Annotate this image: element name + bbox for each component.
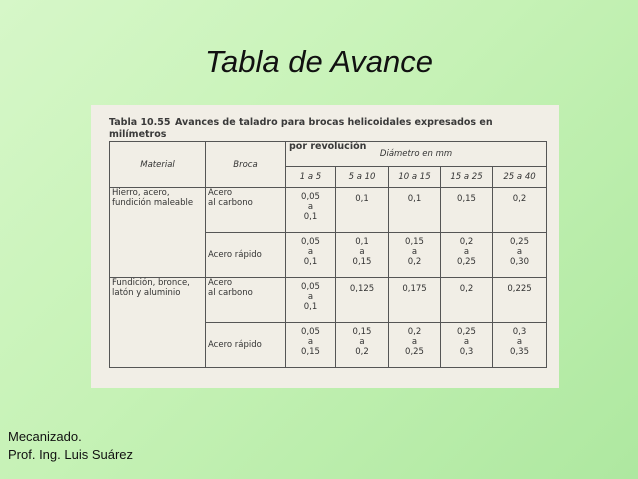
feed-value-cell	[336, 188, 389, 233]
feed-value: 0,1	[355, 237, 369, 247]
header-range: 15 a 25	[441, 167, 493, 188]
feed-value: 0,05	[301, 237, 320, 247]
feed-value: 0,25	[457, 257, 476, 267]
feed-value: a	[359, 337, 365, 347]
table-row	[110, 188, 547, 233]
scanned-table-image	[91, 105, 559, 388]
feed-value: 0,35	[510, 347, 529, 357]
feed-value: a	[411, 337, 418, 347]
feed-value-cell	[336, 323, 389, 368]
broca-line: Acero	[208, 188, 233, 198]
feed-value: 0,15	[301, 347, 320, 357]
feed-value-cell	[493, 323, 547, 368]
header-range: 1 a 5	[286, 167, 336, 188]
feed-value: a	[307, 292, 314, 302]
broca-cell	[206, 278, 286, 323]
feed-value-cell	[389, 233, 441, 278]
feed-value: 0,2	[355, 347, 369, 357]
feed-value-cell	[286, 233, 336, 278]
feed-value-cell	[441, 233, 493, 278]
feed-value: 0,1	[303, 212, 318, 222]
feed-value: 0,2	[459, 237, 474, 247]
feed-value: 0,2	[459, 284, 474, 294]
header-diametro: Diámetro en mm	[286, 142, 547, 167]
broca-cell	[206, 188, 286, 233]
feed-value: 0,125	[349, 284, 375, 294]
feed-value: a	[516, 337, 523, 347]
feed-value: 0,15	[457, 194, 476, 204]
slide-title: Tabla de Avance	[204, 44, 434, 79]
feed-value: 0,05	[301, 282, 320, 292]
feed-value: a	[307, 247, 314, 257]
broca-cell	[206, 233, 286, 278]
feed-value-cell	[286, 323, 336, 368]
material-line: fundición maleable	[112, 198, 194, 208]
table-caption-line1: Avances de taladro para brocas helicoidales expresados en milímetros	[109, 117, 493, 140]
feed-value: a	[516, 247, 523, 257]
feed-value: 0,3	[512, 327, 527, 337]
feed-value: 0,30	[510, 257, 529, 267]
feed-value: a	[463, 247, 470, 257]
table-caption-line2: por revolución	[289, 141, 367, 152]
broca-line: al carbono	[208, 198, 253, 208]
feed-value: 0,2	[407, 327, 422, 337]
feed-value: a	[411, 247, 418, 257]
material-cell	[110, 188, 206, 278]
feed-value-cell	[493, 278, 547, 323]
material-line: latón y aluminio	[112, 288, 181, 298]
feed-value-cell	[441, 278, 493, 323]
feed-value: 0,05	[301, 327, 320, 337]
feed-rate-table	[109, 141, 547, 368]
material-line: Hierro, acero,	[112, 188, 170, 198]
feed-value: 0,2	[512, 194, 527, 204]
feed-value: a	[307, 337, 314, 347]
feed-value-cell	[336, 233, 389, 278]
material-cell	[110, 278, 206, 368]
feed-value-cell	[441, 323, 493, 368]
material-line: Fundición, bronce,	[112, 278, 190, 288]
feed-value: 0,25	[510, 237, 529, 247]
feed-value: 0,3	[459, 347, 474, 357]
feed-value: 0,1	[303, 302, 318, 312]
header-range: 5 a 10	[336, 167, 389, 188]
header-range: 25 a 40	[493, 167, 547, 188]
feed-value: a	[359, 247, 365, 257]
feed-value-cell	[389, 323, 441, 368]
feed-value: a	[463, 337, 470, 347]
header-material: Material	[110, 142, 206, 188]
feed-value: 0,25	[457, 327, 476, 337]
feed-value-cell	[389, 188, 441, 233]
broca-line: Acero rápido	[208, 340, 262, 350]
broca-line: Acero rápido	[208, 250, 262, 260]
slide-footer	[8, 428, 133, 464]
feed-value-cell	[286, 188, 336, 233]
feed-value: 0,1	[407, 194, 422, 204]
footer-line1: Mecanizado.	[8, 429, 82, 444]
feed-value: 0,15	[352, 257, 372, 267]
feed-value-cell	[336, 278, 389, 323]
feed-value: 0,225	[507, 284, 532, 294]
feed-value-cell	[493, 233, 547, 278]
broca-cell	[206, 323, 286, 368]
header-broca: Broca	[206, 142, 286, 188]
feed-value: 0,15	[405, 237, 424, 247]
footer-line2: Prof. Ing. Luis Suárez	[8, 447, 134, 462]
feed-value-cell	[441, 188, 493, 233]
feed-value: 0,175	[402, 284, 427, 294]
feed-value: 0,1	[355, 194, 369, 204]
feed-value: 0,1	[303, 257, 318, 267]
broca-line: al carbono	[208, 288, 253, 298]
feed-value-cell	[493, 188, 547, 233]
feed-value: 0,05	[301, 192, 320, 202]
broca-line: Acero	[208, 278, 233, 288]
feed-value: 0,25	[405, 347, 424, 357]
feed-value: 0,15	[352, 327, 372, 337]
feed-value-cell	[389, 278, 441, 323]
feed-value: 0,2	[407, 257, 422, 267]
table-number: Tabla 10.55	[109, 117, 171, 128]
header-range: 10 a 15	[389, 167, 441, 188]
feed-value-cell	[286, 278, 336, 323]
table-row	[110, 278, 547, 323]
feed-value: a	[307, 202, 314, 212]
